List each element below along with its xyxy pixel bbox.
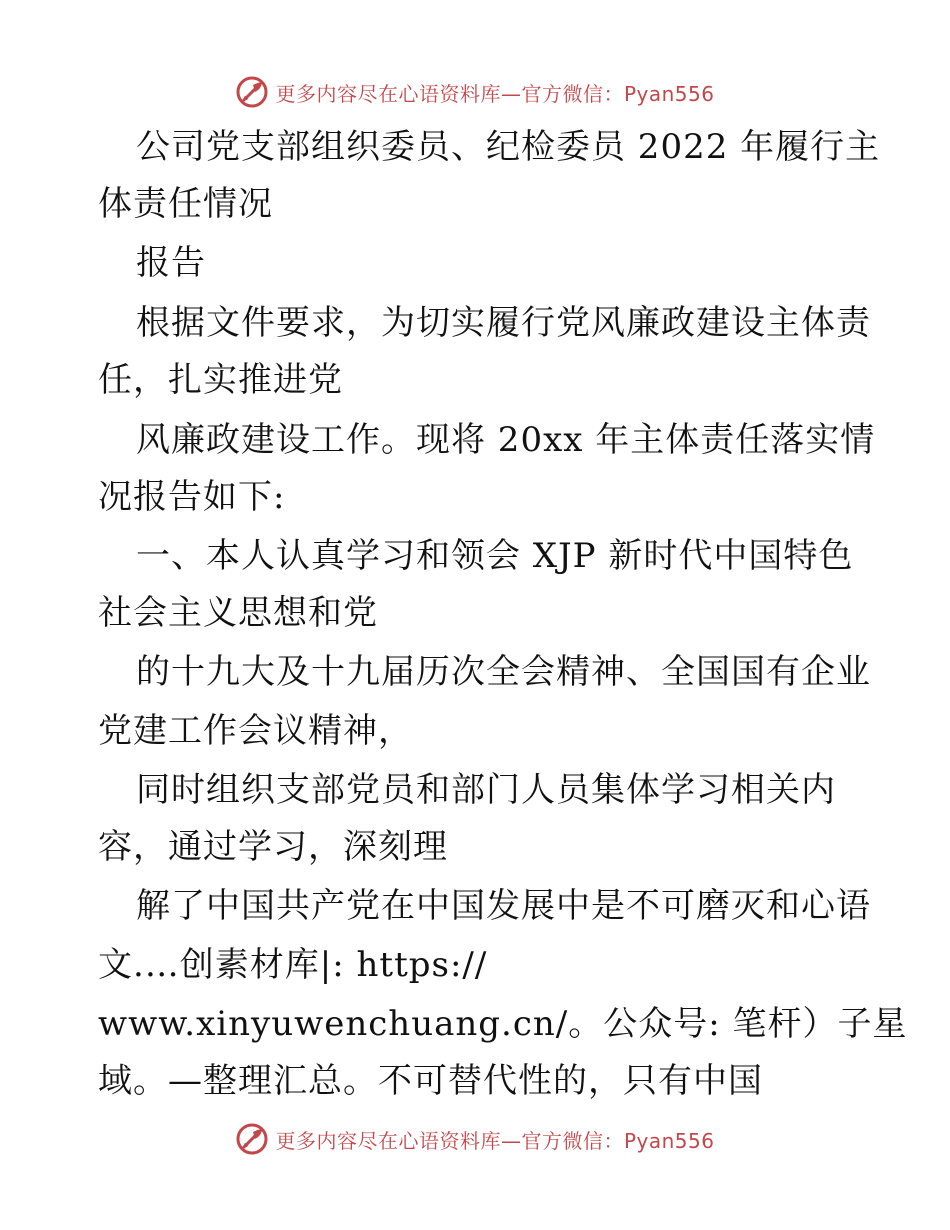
- text-line: 解了中国共产党在中国发展中是不可磨灭和心语: [136, 886, 871, 926]
- text-line: 域。—整理汇总。不可替代性的，只有中国: [98, 1061, 763, 1101]
- text-line: 一、本人认真学习和领会 XJP 新时代中国特色: [136, 536, 854, 576]
- text-line: 党建工作会议精神，: [98, 711, 413, 751]
- text-line: 况报告如下:: [98, 477, 286, 517]
- text-line: 根据文件要求，为切实履行党风廉政建设主体责: [136, 303, 871, 343]
- text-line: 的十九大及十九届历次全会精神、全国国有企业: [136, 652, 871, 692]
- footer-watermark: [0, 1119, 950, 1159]
- text-line: 任，扎实推进党: [98, 360, 343, 400]
- text-line: 风廉政建设工作。现将 20xx 年主体责任落实情: [136, 420, 876, 460]
- text-line: 社会主义思想和党: [98, 593, 378, 633]
- text-line: 容，通过学习，深刻理: [98, 827, 448, 867]
- text-line: 公司党支部组织委员、纪检委员 2022 年履行主: [136, 127, 881, 167]
- text-line: 报告: [136, 243, 206, 283]
- text-line: 文.…创素材库|: https://: [98, 945, 488, 985]
- text-line: www.xinyuwenchuang.cn/。公众号: 笔杆）子星: [98, 1004, 908, 1044]
- text-line: 同时组织支部党员和部门人员集体学习相关内: [136, 770, 836, 810]
- watermark-text: 更多内容尽在心语资料库—官方微信：Pyan556: [275, 81, 715, 106]
- text-line: 体责任情况: [98, 184, 273, 224]
- quill-logo-icon: [235, 1122, 269, 1156]
- watermark-text: 更多内容尽在心语资料库—官方微信：Pyan556: [275, 1128, 715, 1153]
